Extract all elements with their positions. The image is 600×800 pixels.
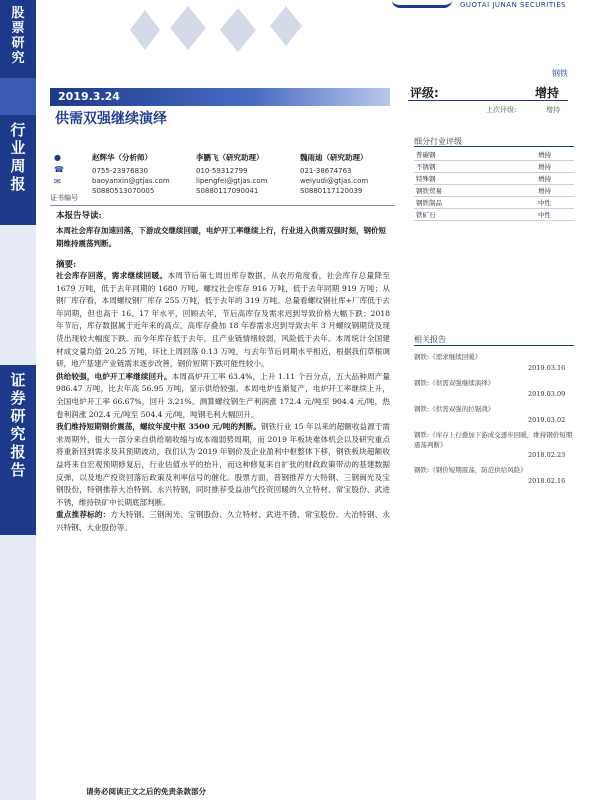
phone-icon: ☎ bbox=[54, 165, 64, 174]
sub-industry-rating: 增持 bbox=[538, 151, 551, 159]
sidebar-label-weekly-report bbox=[0, 115, 36, 225]
left-sidebar bbox=[0, 0, 36, 800]
disclaimer-footer: 请务必阅读正文之后的免责条款部分 bbox=[86, 787, 206, 796]
sidebar-char: 周 bbox=[10, 157, 26, 175]
sidebar-divider bbox=[0, 78, 36, 115]
sub-industry-name: 普碳钢 bbox=[416, 151, 436, 159]
sub-industry-name: 钢铁制品 bbox=[416, 199, 442, 207]
related-report-link[interactable]: 钢铁:《库存上行叠加下游成交逐步回暖，维持钢价短期震荡判断》 bbox=[414, 431, 573, 449]
related-reports-title: 相关报告 bbox=[414, 335, 446, 344]
sidebar-char: 行 bbox=[10, 121, 26, 139]
analyst-email[interactable]: baoyanxin@gtjas.com bbox=[92, 177, 170, 185]
sidebar-char: 业 bbox=[10, 139, 26, 157]
sidebar-label-securities-report bbox=[0, 365, 36, 535]
rating-value: 增持 bbox=[535, 86, 560, 100]
sub-industry-name: 不锈钢 bbox=[416, 163, 436, 171]
paragraph-lead: 供给较强，电炉开工率继续回升。 bbox=[56, 371, 172, 381]
related-report-date: 2018.02.16 bbox=[528, 477, 566, 485]
related-report-date: 2019.03.16 bbox=[528, 364, 566, 372]
email-icon: ✉ bbox=[54, 177, 61, 186]
sub-industry-rating: 中性 bbox=[538, 211, 551, 219]
person-icon: ● bbox=[54, 153, 61, 162]
rating-divider bbox=[408, 100, 568, 101]
sub-industry-rating: 中性 bbox=[538, 199, 551, 207]
sidebar-char: 研 bbox=[10, 407, 26, 425]
abstract-paragraph bbox=[56, 509, 390, 534]
abstract-heading: 摘要: bbox=[56, 260, 77, 270]
sub-industry-rating: 增持 bbox=[538, 163, 551, 171]
sidebar-label-stock-research bbox=[0, 0, 36, 78]
sidebar-char: 股 bbox=[11, 6, 25, 21]
analyst-name: 李鹏飞（研究助理） bbox=[196, 153, 264, 162]
sidebar-char: 证 bbox=[10, 371, 26, 389]
sub-industry-table bbox=[414, 149, 574, 221]
table-row bbox=[414, 209, 574, 221]
rating-label: 评级: bbox=[410, 86, 439, 100]
related-report-date: 2018.02.23 bbox=[528, 451, 566, 459]
related-report-link[interactable]: 钢铁:《供需双强继续演绎》 bbox=[414, 379, 495, 387]
sector-tag: 钢铁 bbox=[552, 69, 568, 78]
sidebar-char: 报 bbox=[10, 443, 26, 461]
analyst-cert: S0880117090041 bbox=[196, 187, 259, 195]
sub-industry-divider bbox=[414, 146, 574, 147]
company-logo bbox=[392, 0, 600, 14]
paragraph-lead: 我们维持短期钢价震荡，螺纹年度中枢 3500 元/吨的判断。 bbox=[56, 422, 261, 432]
date-banner bbox=[50, 88, 390, 106]
related-report-date: 2019.03.02 bbox=[528, 416, 566, 424]
sidebar-char: 研 bbox=[11, 36, 25, 51]
analyst-cert: S0880117120039 bbox=[300, 187, 363, 195]
contact-icons bbox=[54, 154, 68, 190]
paragraph-text: 钢铁行业 15 年以来的超额收益源于需求周期外，很大一部分来自供给端收缩与成本端弱势周期，而 2019 年板块难体机会以及研究重点将重新回到需求及其预期波动，我们认为 2019 年钢价及企业盈利中枢整体下移，钢铁板块超额收益将来自宏观预期修复后，行业估值水平的抬升，而这种修复来自扩张的财政政策带动的基建数据反弹，以及地产投资回落后政策及利率信号的催化。股票方面，普钢推荐方大特钢、三钢闽光及宝钢股份，特钢推荐大冶特钢、永兴特钢，同时推荐受益油气投资回暖的久立特材、常宝股份、武进不锈，维持铁矿中长期底部判断。 bbox=[56, 422, 390, 507]
logo-swoosh-icon bbox=[392, 0, 452, 8]
sidebar-char: 票 bbox=[11, 21, 25, 36]
paragraph-text: 本周节后第七周出库存数据，从农历角度看，社会库存总量降至 1679 万吨，低于去年同期的 1680 万吨。螺纹社会库存 916 万吨，低于去年同期 919 万吨；从钢厂库存看，本周螺纹钢厂库存 255 万吨，低于去年的 319 万吨。总量看螺纹钢社库+厂库低于去年同期，但也高于 16、17 年水平，回顾去年，节后高库存及需求迟到导致价格大幅下跌；2018 年节后，库存数据属于近年来的高点，高库存叠加 18 年春需求迟到导致去年 3 月螺纹钢期货及现货出现较大幅度下跌。而今年库存低于去年，且产业链情绪较弱，风险低于去年。本周统计全国建材成交量均值 20.25 万吨，环比上周回落 0.13 万吨，与去年节后同期水平相近，根据我们草根调研，地产基建产业链需求逐步改善，钢价短期下跌可能性较小。 bbox=[56, 271, 391, 369]
analyst-card bbox=[300, 152, 410, 196]
related-report-link[interactable]: 钢铁:《需求继续回暖》 bbox=[414, 353, 482, 361]
previous-rating-value: 增持 bbox=[546, 106, 560, 114]
table-row bbox=[414, 173, 574, 185]
abstract-paragraph bbox=[56, 371, 390, 421]
sub-industry-rating: 增持 bbox=[538, 175, 551, 183]
sub-industry-name: 特殊钢 bbox=[416, 175, 436, 183]
sidebar-divider bbox=[0, 535, 36, 800]
related-reports-divider bbox=[414, 345, 574, 346]
abstract-paragraph bbox=[56, 421, 390, 509]
analyst-cert: S0880513070005 bbox=[92, 187, 155, 195]
analyst-phone: 0755-23976830 bbox=[92, 167, 148, 175]
certificate-label: 证书编号 bbox=[50, 194, 78, 202]
analyst-email[interactable]: weiyudi@gtjas.com bbox=[300, 177, 369, 185]
table-row bbox=[414, 185, 574, 197]
paragraph-text: 方大特钢、三钢闽光、宝钢股份、久立特材、武进不锈、常宝股份、大冶特钢、永兴特钢、大业股份等。 bbox=[56, 510, 391, 532]
sidebar-char: 报 bbox=[10, 175, 26, 193]
analyst-name: 魏雨迪（研究助理） bbox=[300, 153, 368, 162]
paragraph-lead: 社会库存回落，需求继续回暖。 bbox=[56, 271, 168, 280]
analyst-card bbox=[92, 152, 202, 196]
analyst-phone: 021-38674763 bbox=[300, 167, 352, 175]
report-title: 供需双强继续演绎 bbox=[55, 111, 167, 127]
related-report-link[interactable]: 钢铁:《供需双强的拉锯战》 bbox=[414, 405, 495, 413]
related-report-link[interactable]: 钢铁:《钢价短期震荡，防范供给风险》 bbox=[414, 466, 527, 474]
previous-rating-label: 上次评级: bbox=[486, 106, 517, 114]
table-row bbox=[414, 149, 574, 161]
diamond-watermark-icon bbox=[110, 0, 380, 60]
sub-industry-name: 钢铁贸易 bbox=[416, 187, 442, 195]
table-row bbox=[414, 161, 574, 173]
guide-heading: 本报告导读: bbox=[56, 211, 102, 221]
sidebar-char: 告 bbox=[10, 461, 26, 479]
analyst-phone: 010-59312799 bbox=[196, 167, 248, 175]
analyst-card bbox=[196, 152, 306, 196]
paragraph-lead: 重点推荐标的： bbox=[56, 510, 111, 520]
abstract-body bbox=[56, 270, 390, 534]
analyst-email[interactable]: lipengfei@gtjas.com bbox=[196, 177, 268, 185]
sidebar-divider bbox=[0, 225, 36, 365]
logo-text: GUOTAI JUNAN SECURITIES bbox=[460, 1, 567, 9]
sub-industry-name: 铁矿石 bbox=[416, 211, 436, 219]
guide-body: 本周社会库存加速回落，下游成交继续回暖，电炉开工率继续上行，行业进入供需双强时刻，钢价短期维持震荡判断。 bbox=[56, 226, 386, 248]
sidebar-char: 究 bbox=[10, 425, 26, 443]
abstract-paragraph bbox=[56, 270, 390, 371]
table-row bbox=[414, 197, 574, 209]
sub-industry-rating: 增持 bbox=[538, 187, 551, 195]
sidebar-char: 券 bbox=[10, 389, 26, 407]
analyst-name: 赵辉华（分析师） bbox=[92, 153, 152, 162]
sidebar-char: 究 bbox=[11, 51, 25, 66]
report-date: 2019.3.24 bbox=[58, 90, 120, 103]
related-report-date: 2019.03.09 bbox=[528, 390, 566, 398]
sub-industry-title: 细分行业评级 bbox=[414, 137, 462, 146]
paragraph-text: 本周高炉开工率 63.4%，上升 1.11 个百分点，五大品种周产量 986.47 万吨，比去年高 56.95 万吨，显示供给较强。本周电炉连渐复产，电炉开工率继续上升，全国电炉开工率 66.67%，回升 3.21%。测算螺纹钢生产利润涨 172.4 元/吨至 904.4 元/吨，热卷利润涨 202.4 元/吨至 504.4 元/吨，吨钢毛利大幅回升。 bbox=[56, 371, 390, 419]
analyst-divider bbox=[50, 205, 395, 206]
